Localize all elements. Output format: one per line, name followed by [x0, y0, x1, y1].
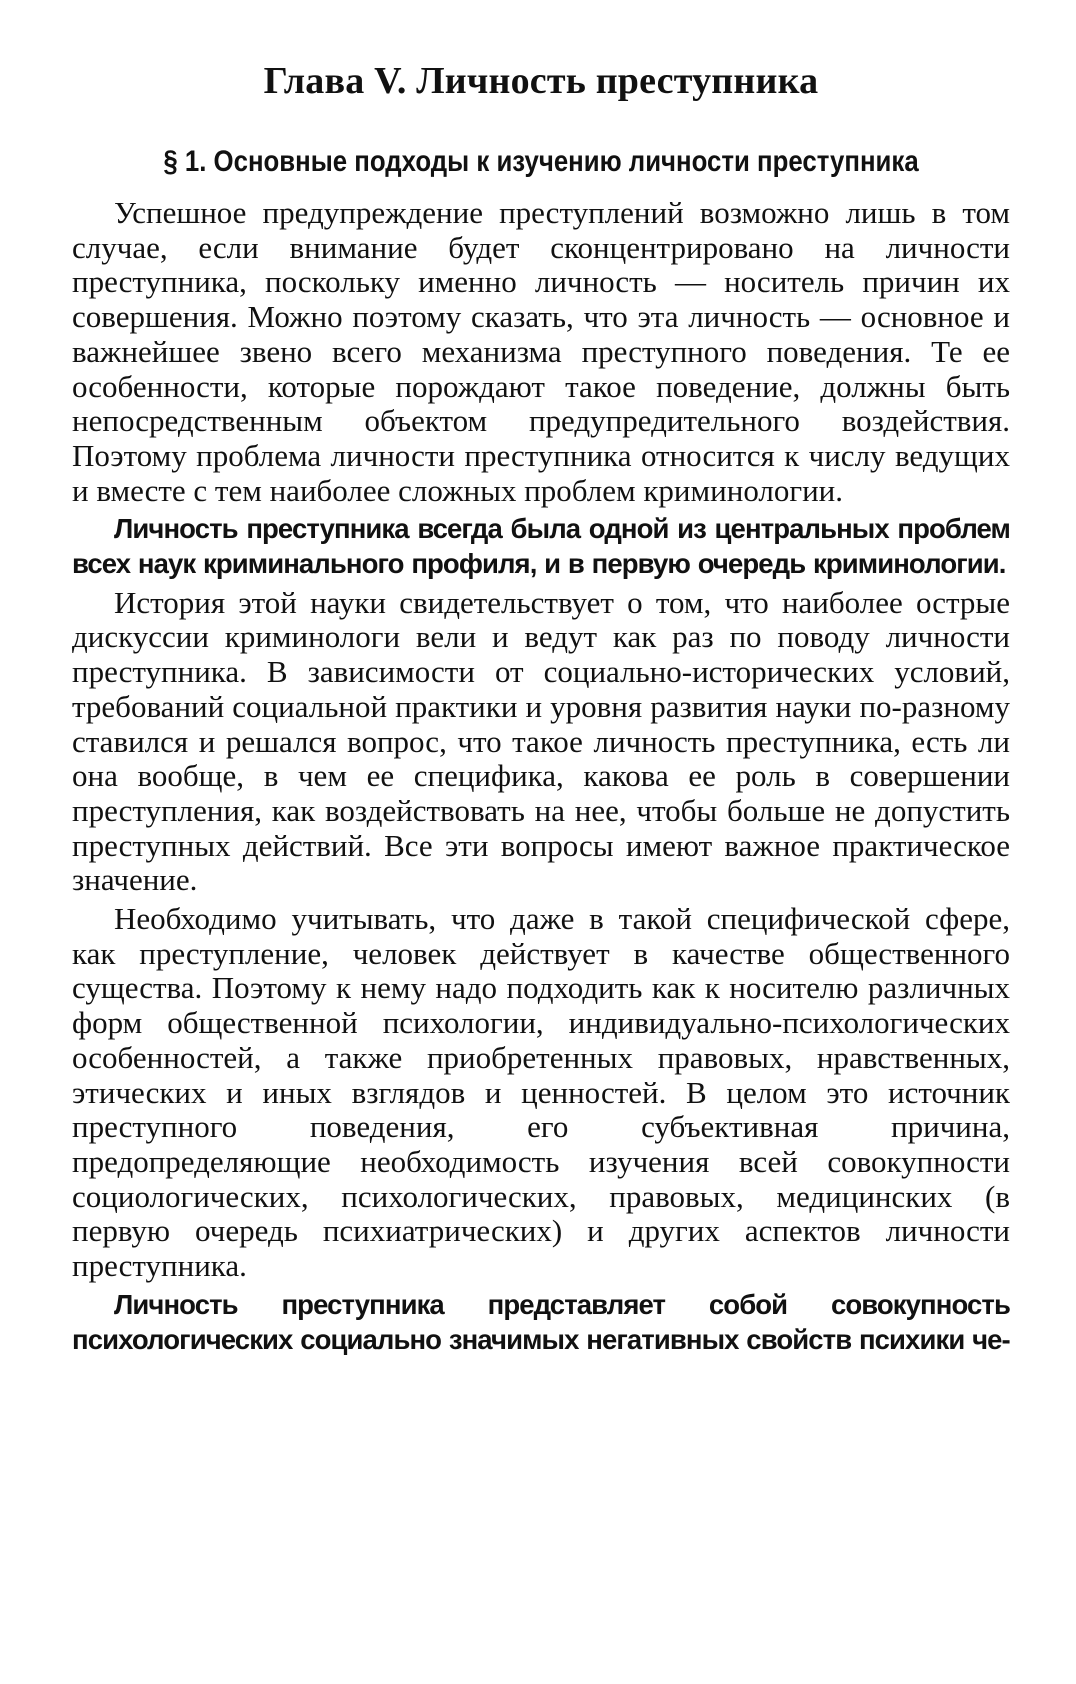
body-text	[72, 196, 1010, 1357]
section-title: § 1. Основные подходы к изучению личности преступника	[163, 145, 919, 178]
chapter-title: Глава V. Личность преступника	[263, 60, 819, 102]
paragraph-bold-definition: Личность преступника представляет собой совокупность психологических социально значимых негативных свойств психики че-	[72, 1288, 1010, 1355]
book-page	[72, 56, 1010, 1361]
paragraph-bold-thesis: Личность преступника всегда была одной из центральных проблем всех наук криминального профиля, и в первую очередь криминологии.	[72, 513, 1010, 580]
paragraph-history: История этой науки свидетельствует о том, что наиболее острые дискуссии криминологи вели и ведут как раз по поводу личности преступника. В зависимости от социально-исторических условий, требований социальной практики и уровня развития науки по-разному ставился и решался вопрос, что такое личность преступника, есть ли она вообще, в чем ее специфика, какова ее роль в совершении преступления, как воздействовать на нее, чтобы больше не допустить преступных действий. Все эти вопросы имеют важное практическое значение.	[72, 584, 1010, 898]
paragraph-social-being: Необходимо учитывать, что даже в такой специфической сфере, как преступление, человек действует в качестве общественного существа. Поэтому к нему надо подходить как к носителю различных форм общественной психологии, индивидуально-психологических особенностей, а также приобретенных правовых, нравственных, этических и иных взглядов и ценностей. В целом это источник преступного поведения, его субъективная причина, предопределяющие необходимость изучения всей совокупности социологических, психологических, правовых, медицинских (в первую очередь психиатрических) и других аспектов личности преступника.	[72, 901, 1010, 1284]
paragraph-intro: Успешное предупреждение преступлений возможно лишь в том случае, если внимание будет сконцентрировано на личности преступника, поскольку именно личность — носитель причин их совершения. Можно поэтому сказать, что эта личность — основное и важнейшее звено всего механизма преступного поведения. Те ее особенности, которые порождают такое поведение, должны быть непосредственным объектом предупредительного воздействия. Поэтому проблема личности преступника относится к числу ведущих и вместе с тем наиболее сложных проблем криминологии.	[72, 195, 1010, 508]
